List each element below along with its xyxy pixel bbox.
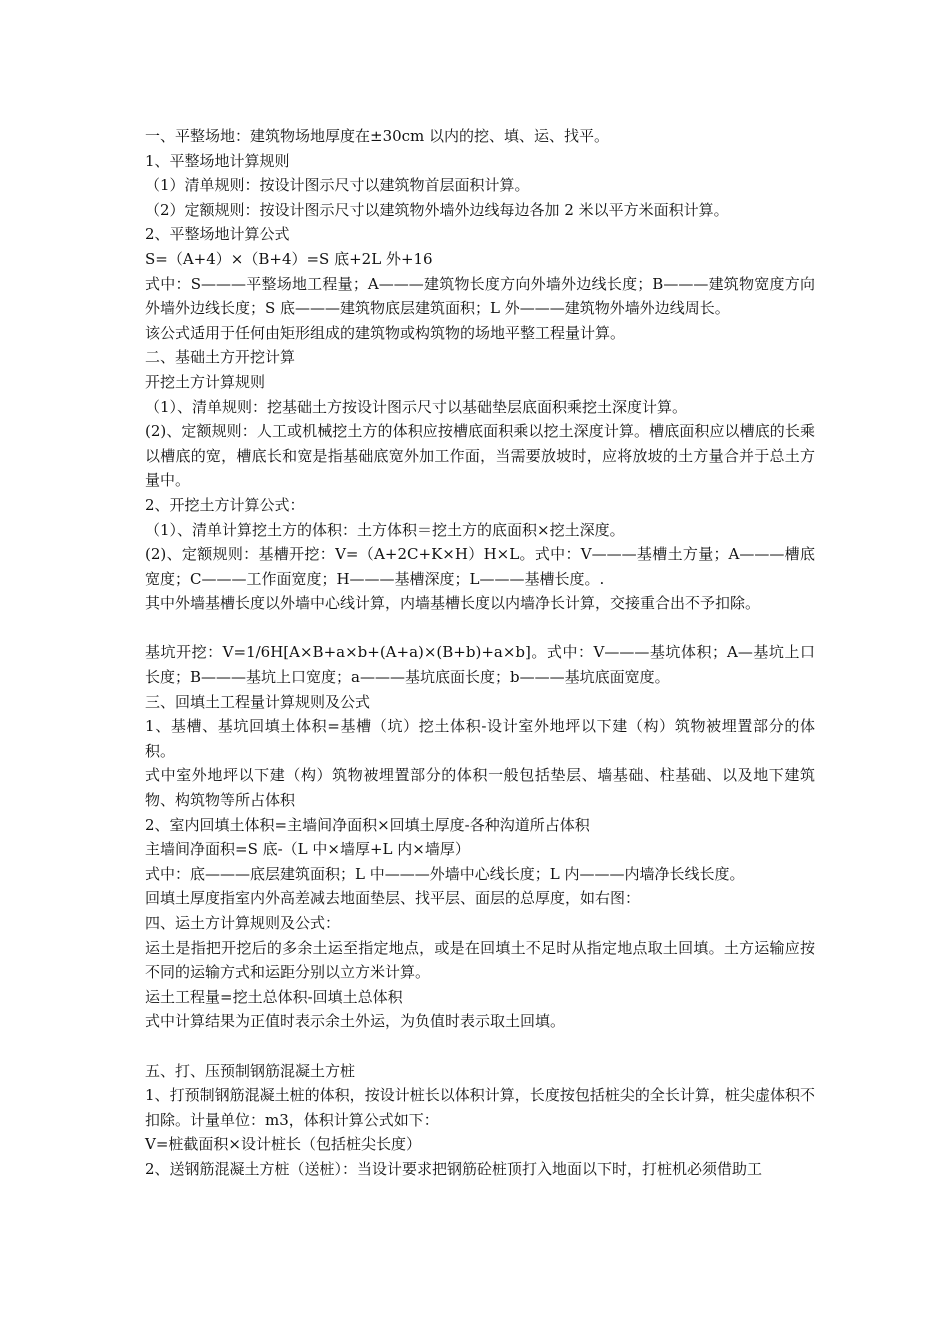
blank-line [145,1034,815,1059]
heading-backfill: 三、回填土工程量计算规则及公式 [145,692,371,711]
heading-excavation: 二、基础土方开挖计算 [145,348,296,367]
subheading-excavation-formula: 2、开挖土方计算公式： [145,495,305,514]
paragraph-formula-applicability: 该公式适用于任何由矩形组成的建筑物或构筑物的场地平整工程量计算。 [145,323,626,342]
document-body [145,124,815,1182]
paragraph-net-area-legend: 式中：底———底层建筑面积；L 中———外墙中心线长度；L 内———内墙净长线长度。 [145,864,745,883]
subheading-excavation-rules: 开挖土方计算规则 [145,372,266,391]
paragraph-pit-formula: 基坑开挖：V=1/6H[A×B+a×b+(A+a)×(B+b)+a×b]。式中：V———基坑体积；A—基坑上口长度；B———基坑上口宽度；a———基坑底面长度；b———基坑底面宽度。 [145,643,815,687]
paragraph-formula-legend: 式中：S———平整场地工程量；A———建筑物长度方向外墙外边线长度；B———建筑物宽度方向外墙外边线长度；S 底———建筑物底层建筑面积；L 外———建筑物外墙外边线周长。 [145,274,815,318]
formula-transport: 运土工程量=挖土总体积-回填土总体积 [145,987,403,1006]
formula-net-area: 主墙间净面积=S 底-（L 中×墙厚+L 内×墙厚） [145,840,470,859]
paragraph-backfill-thickness: 回填土厚度指室内外高差减去地面垫层、找平层、面层的总厚度，如右图： [145,889,641,908]
paragraph-excavation-bill-rule: （1）、清单规则：挖基础土方按设计图示尺寸以基础垫层底面积乘挖土深度计算。 [145,397,688,416]
paragraph-buried-volume-note: 式中室外地坪以下建（构）筑物被埋置部分的体积一般包括垫层、墙基础、柱基础、以及地下建筑物、构筑物等所占体积 [145,766,815,810]
formula-pile-volume: V=桩截面积×设计桩长（包括桩尖长度） [145,1135,421,1154]
paragraph-quota-rule: （2）定额规则：按设计图示尺寸以建筑物外墙外边线每边各加 2 米以平方米面积计算。 [145,200,729,219]
subheading-leveling-formula: 2、平整场地计算公式 [145,225,290,244]
heading-site-leveling: 一、平整场地：建筑物场地厚度在±30cm 以内的挖、填、运、找平。 [145,127,610,145]
paragraph-excavation-quota-rule: (2)、定额规则：人工或机械挖土方的体积应按槽底面积乘以挖土深度计算。槽底面积应以槽底的长乘以槽底的宽，槽底长和宽是指基础底宽外加工作面，当需要放坡时，应将放坡的土方量合并于总土方量中。 [145,422,815,490]
paragraph-pile-volume-rule: 1、打预制钢筋混凝土桩的体积，按设计桩长以体积计算，长度按包括桩尖的全长计算，桩尖虚体积不扣除。计量单位：m3，体积计算公式如下： [145,1086,815,1129]
paragraph-backfill-volume: 1、基槽、基坑回填土体积=基槽（坑）挖土体积-设计室外地坪以下建（构）筑物被埋置部分的体积。 [145,717,815,760]
paragraph-transport-definition: 运土是指把开挖后的多余土运至指定地点，或是在回填土不足时从指定地点取土回填。土方运输应按不同的运输方式和运距分别以立方米计算。 [145,938,815,982]
paragraph-transport-sign-note: 式中计算结果为正值时表示余土外运，为负值时表示取土回填。 [145,1012,566,1031]
heading-transport: 四、运土方计算规则及公式： [145,914,341,932]
heading-precast-piles: 五、打、压预制钢筋混凝土方桩 [145,1061,356,1080]
paragraph-pile-sending: 2、送钢筋混凝土方桩（送桩）：当设计要求把钢筋砼桩顶打入地面以下时，打桩机必须借助工 [145,1159,763,1178]
formula-leveling: S=（A+4）×（B+4）=S 底+2L 外+16 [145,249,433,268]
blank-line [145,616,815,641]
paragraph-trench-formula: (2)、定额规则：基槽开挖：V=（A+2C+K×H）H×L。式中：V———基槽土方量；A———槽底宽度；C———工作面宽度；H———基槽深度；L———基槽长度。. [145,545,815,588]
subheading-leveling-rules: 1、平整场地计算规则 [145,151,290,170]
paragraph-excavation-bill-formula: （1）、清单计算挖土方的体积：土方体积＝挖土方的底面积×挖土深度。 [145,520,625,539]
paragraph-trench-length-note: 其中外墙基槽长度以外墙中心线计算，内墙基槽长度以内墙净长计算，交接重合出不予扣除。 [145,594,761,613]
paragraph-bill-rule: （1）清单规则：按设计图示尺寸以建筑物首层面积计算。 [145,176,530,195]
paragraph-indoor-backfill: 2、室内回填土体积=主墙间净面积×回填土厚度-各种沟道所占体积 [145,815,590,834]
